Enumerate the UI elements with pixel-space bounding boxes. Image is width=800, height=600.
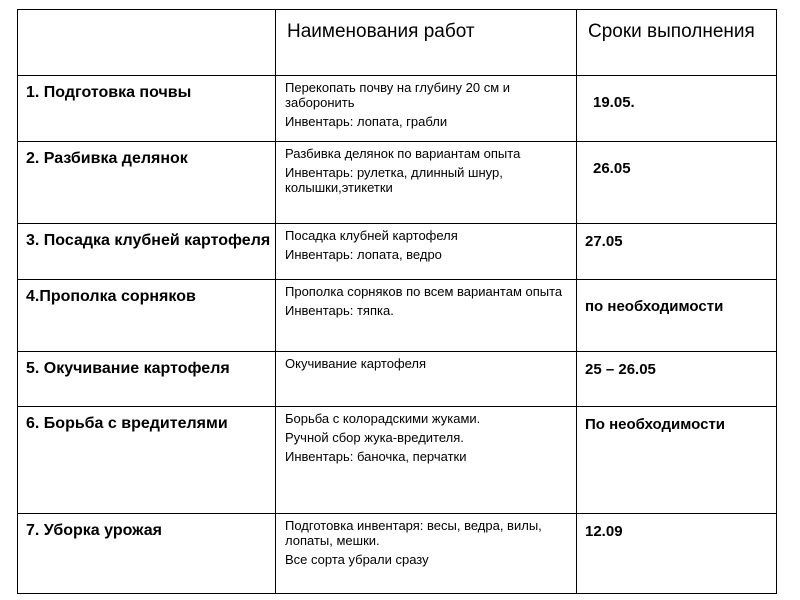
- term-cell: 27.05: [577, 224, 777, 280]
- task-cell: [276, 76, 577, 142]
- task-line: Ручной сбор жука-вредителя.: [285, 430, 464, 445]
- task-cell: [276, 280, 577, 352]
- task-line: Инвентарь: лопата, ведро: [285, 247, 442, 262]
- term-cell: 19.05.: [577, 76, 777, 142]
- stage-cell: 3. Посадка клубней картофеля: [18, 224, 276, 280]
- task-line: Прополка сорняков по всем вариантам опыта: [285, 284, 563, 299]
- task-line: Инвентарь: баночка, перчатки: [285, 449, 467, 464]
- header-works: Наименования работ: [276, 10, 577, 76]
- task-cell: [276, 514, 577, 594]
- task-line: Подготовка инвентаря: весы, ведра, вилы, лопаты, мешки.: [285, 518, 542, 548]
- task-line: Разбивка делянок по вариантам опыта: [285, 146, 521, 161]
- stage-cell: 2. Разбивка делянок: [18, 142, 276, 224]
- task-line: Все сорта убрали сразу: [285, 552, 429, 567]
- term-cell: по необходимости: [577, 280, 777, 352]
- header-corner-cell: [18, 10, 276, 76]
- table-row: [18, 514, 777, 594]
- table-header-row: [18, 10, 777, 76]
- term-cell: По необходимости: [577, 407, 777, 514]
- header-terms: Сроки выполнения: [577, 10, 777, 76]
- task-line: Борьба с колорадскими жуками.: [285, 411, 481, 426]
- stage-cell: 1. Подготовка почвы: [18, 76, 276, 142]
- task-line: Инвентарь: тяпка.: [285, 303, 394, 318]
- task-cell: [276, 352, 577, 407]
- table-row: [18, 280, 777, 352]
- task-line: Посадка клубней картофеля: [285, 228, 458, 243]
- term-cell: 25 – 26.05: [577, 352, 777, 407]
- table-row: [18, 142, 777, 224]
- task-line: Инвентарь: рулетка, длинный шнур, колышки,этикетки: [285, 165, 503, 195]
- task-cell: [276, 142, 577, 224]
- task-cell: [276, 224, 577, 280]
- table-row: [18, 352, 777, 407]
- task-cell: [276, 407, 577, 514]
- table-row: [18, 407, 777, 514]
- task-line: Окучивание картофеля: [285, 356, 427, 371]
- stage-cell: 4.Прополка сорняков: [18, 280, 276, 352]
- term-cell: 26.05: [577, 142, 777, 224]
- stage-cell: 6. Борьба с вредителями: [18, 407, 276, 514]
- work-schedule-table: [17, 9, 777, 594]
- task-line: Перекопать почву на глубину 20 см и заборонить: [285, 80, 510, 110]
- table-row: [18, 224, 777, 280]
- stage-cell: 7. Уборка урожая: [18, 514, 276, 594]
- task-line: Инвентарь: лопата, грабли: [285, 114, 448, 129]
- term-cell: 12.09: [577, 514, 777, 594]
- stage-cell: 5. Окучивание картофеля: [18, 352, 276, 407]
- table-row: [18, 76, 777, 142]
